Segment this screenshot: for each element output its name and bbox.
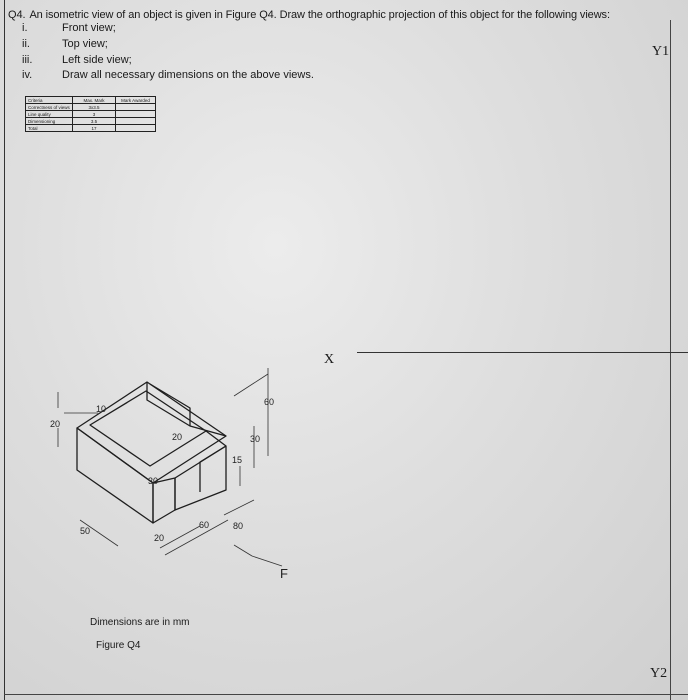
table-row: Line quality 3 xyxy=(26,111,156,118)
dimension-label: 15 xyxy=(232,455,243,465)
dimension-label: 30 xyxy=(148,476,159,486)
question-item: iv. Draw all necessary dimensions on the above views. xyxy=(22,69,314,81)
question-item: iii. Left side view; xyxy=(22,54,132,66)
question-number: Q4. xyxy=(8,9,26,21)
question-item: ii. Top view; xyxy=(22,38,108,50)
dimension-label: 30 xyxy=(250,434,261,444)
dimension-label: 20 xyxy=(172,432,183,442)
figure-caption: Figure Q4 xyxy=(96,640,141,651)
table-row: Criteria Max. Mark Mark Awarded xyxy=(26,97,156,104)
table-row: Total 17 xyxy=(26,125,156,132)
dimension-label: 60 xyxy=(264,397,275,407)
question-item: i. Front view; xyxy=(22,22,116,34)
dimension-label: 50 xyxy=(80,526,91,536)
question-text: An isometric view of an object is given in Figure Q4. Draw the orthographic projection of this object for the following views: xyxy=(29,9,610,21)
dimension-label: 20 xyxy=(50,419,61,429)
figure-note: Dimensions are in mm xyxy=(90,617,190,628)
table-row: Correctness of views 3x3.5 xyxy=(26,104,156,111)
view-arrow-label: F xyxy=(280,566,288,581)
y1-label: Y1 xyxy=(652,44,670,59)
dimension-label: 60 xyxy=(199,520,210,530)
dimension-label: 80 xyxy=(233,521,244,531)
dimension-label: 20 xyxy=(154,533,165,543)
x-label: X xyxy=(324,352,335,367)
table-row: Dimensioning 3.5 xyxy=(26,118,156,125)
y2-label: Y2 xyxy=(650,666,668,681)
dimension-label: 10 xyxy=(96,404,107,414)
